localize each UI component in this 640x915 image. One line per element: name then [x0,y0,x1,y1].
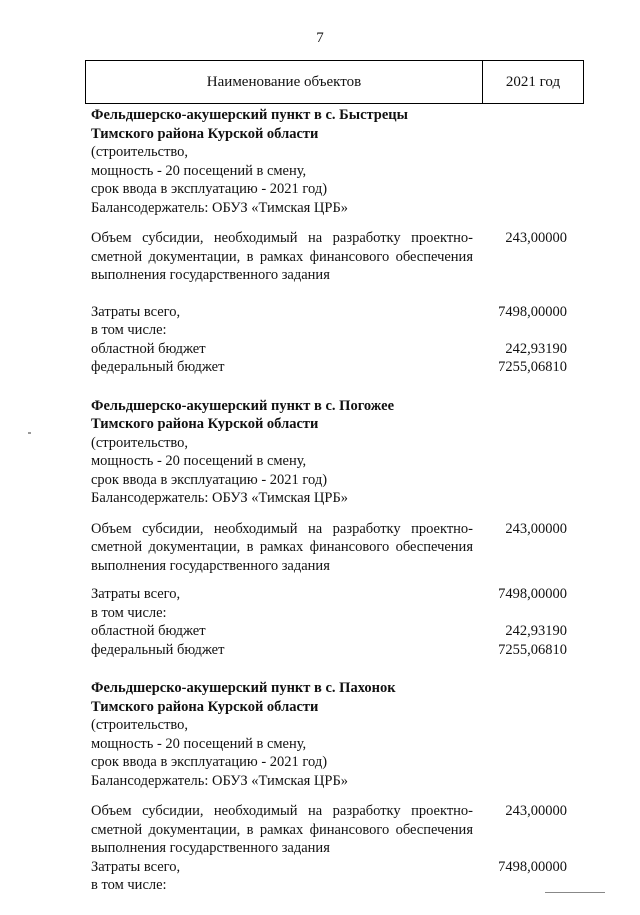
object-detail: срок ввода в эксплуатацию - 2021 год) [91,181,328,197]
subsidy-value: 243,00000 [505,230,567,246]
costs-block [91,858,567,895]
total-label: Затраты всего, [91,303,181,320]
total-value: 7498,00000 [498,858,567,875]
total-row [91,858,567,877]
object-detail: мощность - 20 посещений в смену, [91,453,307,469]
object-detail: (строительство, [91,717,189,733]
header-year-column: 2021 год [505,73,561,90]
regional-label: областной бюджет [91,340,206,357]
total-value: 7498,00000 [498,586,567,602]
costs-block [91,303,567,377]
subsidy-value: 243,00000 [505,520,567,537]
scan-artifact [545,892,605,893]
subsidy-row [91,229,567,285]
object-section-bystretsy [91,106,567,377]
object-owner: Балансодержатель: ОБУЗ «Тимская ЦРБ» [91,199,349,216]
costs-block [91,585,567,659]
total-value: 7498,00000 [498,303,567,320]
subsidy-value: 243,00000 [505,803,567,819]
scan-artifact [28,432,31,434]
object-region: Тимского района Курской области [91,125,319,142]
object-title: Фельдшерско-акушерский пункт в с. Пахонок [91,680,396,696]
total-label: Затраты всего, [91,586,181,602]
subsidy-row [91,520,567,576]
object-owner: Балансодержатель: ОБУЗ «Тимская ЦРБ» [91,490,349,506]
object-detail: срок ввода в эксплуатацию - 2021 год) [91,754,328,770]
object-region: Тимского района Курской области [91,698,319,715]
subsidy-text: Объем субсидии, необходимый на разработку проектно-сметной документации, в рамках финансового обеспечения выполнения государственного задания [91,803,473,856]
regional-value: 242,93190 [505,623,567,639]
total-row [91,303,567,322]
federal-row [91,641,567,660]
object-title: Фельдшерско-акушерский пункт в с. Погожее [91,397,394,414]
total-row [91,585,567,604]
subsidy-text: Объем субсидии, необходимый на разработку проектно-сметной документации, в рамках финансового обеспечения выполнения государственного задания [91,230,473,283]
including-label: в том числе: [91,877,167,893]
regional-label: областной бюджет [91,623,206,639]
page-number: 7 [316,30,324,46]
object-title: Фельдшерско-акушерский пункт в с. Быстрецы [91,107,408,123]
subsidy-row [91,802,567,858]
object-section-pakhonok [91,679,567,895]
regional-row [91,622,567,641]
regional-row [91,340,567,359]
total-label: Затраты всего, [91,858,181,875]
object-detail: мощность - 20 посещений в смену, [91,162,307,179]
object-detail: (строительство, [91,144,189,160]
object-detail: (строительство, [91,434,189,451]
object-region: Тимского района Курской области [91,416,319,432]
object-section-pogozhee [91,397,567,660]
object-detail: мощность - 20 посещений в смену, [91,735,307,752]
regional-value: 242,93190 [505,340,567,357]
federal-label: федеральный бюджет [91,641,225,658]
federal-row [91,358,567,377]
federal-label: федеральный бюджет [91,359,225,375]
object-owner: Балансодержатель: ОБУЗ «Тимская ЦРБ» [91,772,349,789]
object-detail: срок ввода в эксплуатацию - 2021 год) [91,471,328,488]
table-header [85,60,584,104]
federal-value: 7255,06810 [498,359,567,375]
including-label: в том числе: [91,322,167,338]
including-label: в том числе: [91,604,167,621]
document-body [91,106,567,915]
federal-value: 7255,06810 [498,641,567,658]
subsidy-text: Объем субсидии, необходимый на разработку проектно-сметной документации, в рамках финансового обеспечения выполнения государственного задания [91,520,473,574]
header-name-column: Наименование объектов [86,61,483,103]
